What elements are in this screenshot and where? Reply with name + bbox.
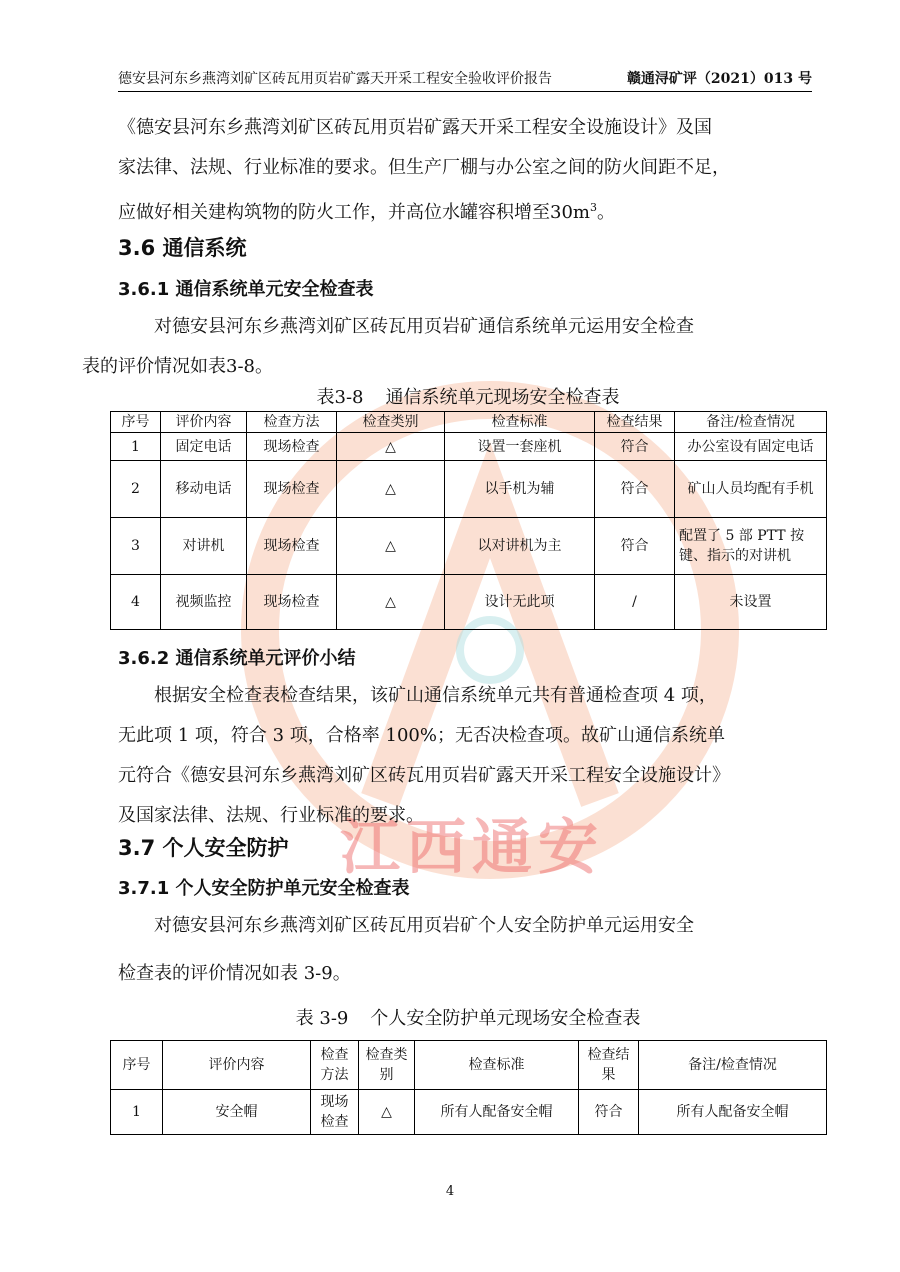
cell: 固定电话 bbox=[161, 433, 247, 461]
intro-line-1: 《德安县河东乡燕湾刘矿区砖瓦用页岩矿露天开采工程安全设施设计》及国 bbox=[118, 117, 712, 138]
col-header: 检查类别 bbox=[337, 412, 445, 433]
section-3-7-1-paragraph bbox=[118, 902, 818, 998]
col-header: 检查结果 bbox=[579, 1041, 639, 1090]
cell: 所有人配备安全帽 bbox=[415, 1090, 579, 1135]
cell: 符合 bbox=[595, 518, 675, 575]
section-heading-3-7: 3.7 个人安全防护 bbox=[118, 836, 289, 860]
table-row bbox=[111, 1090, 827, 1135]
cell: 4 bbox=[111, 575, 161, 630]
cell: △ bbox=[337, 575, 445, 630]
col-header: 序号 bbox=[111, 412, 161, 433]
para-line: 无此项 1 项，符合 3 项，合格率 100%；无否决检查项。故矿山通信系统单 bbox=[118, 725, 725, 746]
header-title: 德安县河东乡燕湾刘矿区砖瓦用页岩矿露天开采工程安全验收评价报告 bbox=[118, 71, 552, 87]
cell: 符合 bbox=[579, 1090, 639, 1135]
cell: △ bbox=[337, 461, 445, 518]
table-3-8 bbox=[110, 411, 827, 630]
cell: △ bbox=[359, 1090, 415, 1135]
cell: △ bbox=[337, 518, 445, 575]
cell: 配置了 5 部 PTT 按键、指示的对讲机 bbox=[675, 518, 827, 575]
col-header: 备注/检查情况 bbox=[639, 1041, 827, 1090]
intro-line-2: 家法律、法规、行业标准的要求。但生产厂棚与办公室之间的防火间距不足， bbox=[118, 157, 730, 178]
table-3-9-caption bbox=[118, 1004, 818, 1030]
col-header: 评价内容 bbox=[161, 412, 247, 433]
table-header-row bbox=[111, 1041, 827, 1090]
col-header: 备注/检查情况 bbox=[675, 412, 827, 433]
para-line: 及国家法律、法规、行业标准的要求。 bbox=[118, 805, 424, 826]
col-header: 检查结果 bbox=[595, 412, 675, 433]
subsection-heading-3-7-1: 3.7.1 个人安全防护单元安全检查表 bbox=[118, 878, 410, 899]
cell: 以对讲机为主 bbox=[445, 518, 595, 575]
para-line: 根据安全检查表检查结果，该矿山通信系统单元共有普通检查项 4 项， bbox=[154, 685, 717, 706]
watermark-text: 江西通安 bbox=[340, 813, 604, 883]
cell: 安全帽 bbox=[163, 1090, 311, 1135]
cell: 未设置 bbox=[675, 575, 827, 630]
col-header: 检查标准 bbox=[415, 1041, 579, 1090]
cell: 矿山人员均配有手机 bbox=[675, 461, 827, 518]
superscript: 3 bbox=[589, 201, 597, 214]
cell: 所有人配备安全帽 bbox=[639, 1090, 827, 1135]
cell: 对讲机 bbox=[161, 518, 247, 575]
cell: 移动电话 bbox=[161, 461, 247, 518]
para-line: 表的评价情况如表3-8。 bbox=[82, 356, 273, 377]
section-3-6-1-paragraph bbox=[82, 307, 818, 387]
intro-paragraph bbox=[118, 108, 818, 233]
cell: / bbox=[595, 575, 675, 630]
cell: 设置一套座机 bbox=[445, 433, 595, 461]
col-header: 检查标准 bbox=[445, 412, 595, 433]
cell: 1 bbox=[111, 1090, 163, 1135]
para-line: 元符合《德安县河东乡燕湾刘矿区砖瓦用页岩矿露天开采工程安全设施设计》 bbox=[118, 765, 730, 786]
cell: 以手机为辅 bbox=[445, 461, 595, 518]
cell: 1 bbox=[111, 433, 161, 461]
subsection-heading-3-6-2: 3.6.2 通信系统单元评价小结 bbox=[118, 648, 356, 669]
subsection-heading-3-6-1: 3.6.1 通信系统单元安全检查表 bbox=[118, 279, 374, 300]
caption-number: 表 3-9 bbox=[295, 1008, 349, 1029]
table-3-9 bbox=[110, 1040, 827, 1135]
caption-title: 个人安全防护单元现场安全检查表 bbox=[370, 1008, 641, 1029]
cell: 现场检查 bbox=[247, 518, 337, 575]
table-row bbox=[111, 575, 827, 630]
col-header: 序号 bbox=[111, 1041, 163, 1090]
table-header-row bbox=[111, 412, 827, 433]
col-header: 检查方法 bbox=[247, 412, 337, 433]
table-3-8-caption bbox=[118, 383, 818, 409]
cell: 2 bbox=[111, 461, 161, 518]
cell: 3 bbox=[111, 518, 161, 575]
cell: 设计无此项 bbox=[445, 575, 595, 630]
header-doc-number: 赣通浔矿评（2021）013 号 bbox=[626, 71, 812, 87]
cell: 现场检查 bbox=[247, 433, 337, 461]
table-row bbox=[111, 461, 827, 518]
page-number: 4 bbox=[445, 1184, 455, 1199]
cell: 符合 bbox=[595, 461, 675, 518]
col-header: 检查方法 bbox=[311, 1041, 359, 1090]
cell: △ bbox=[337, 433, 445, 461]
running-header bbox=[118, 64, 812, 92]
section-heading-3-6: 3.6 通信系统 bbox=[118, 236, 247, 260]
cell: 现场检查 bbox=[247, 575, 337, 630]
cell: 办公室设有固定电话 bbox=[675, 433, 827, 461]
cell: 符合 bbox=[595, 433, 675, 461]
para-line: 对德安县河东乡燕湾刘矿区砖瓦用页岩矿个人安全防护单元运用安全 bbox=[154, 915, 694, 936]
col-header: 评价内容 bbox=[163, 1041, 311, 1090]
intro-line-3: 应做好相关建构筑物的防火工作，并高位水罐容积增至30m bbox=[118, 202, 590, 223]
cell: 现场检查 bbox=[311, 1090, 359, 1135]
cell: 视频监控 bbox=[161, 575, 247, 630]
para-line: 对德安县河东乡燕湾刘矿区砖瓦用页岩矿通信系统单元运用安全检查 bbox=[154, 316, 694, 337]
section-3-6-2-paragraph bbox=[118, 676, 818, 836]
caption-title: 通信系统单元现场安全检查表 bbox=[385, 387, 620, 408]
cell: 现场检查 bbox=[247, 461, 337, 518]
caption-number: 表3-8 bbox=[316, 387, 364, 408]
table-row bbox=[111, 518, 827, 575]
col-header: 检查类别 bbox=[359, 1041, 415, 1090]
para-line: 检查表的评价情况如表 3-9。 bbox=[118, 963, 351, 984]
intro-line-3-end: 。 bbox=[596, 202, 615, 223]
table-row bbox=[111, 433, 827, 461]
